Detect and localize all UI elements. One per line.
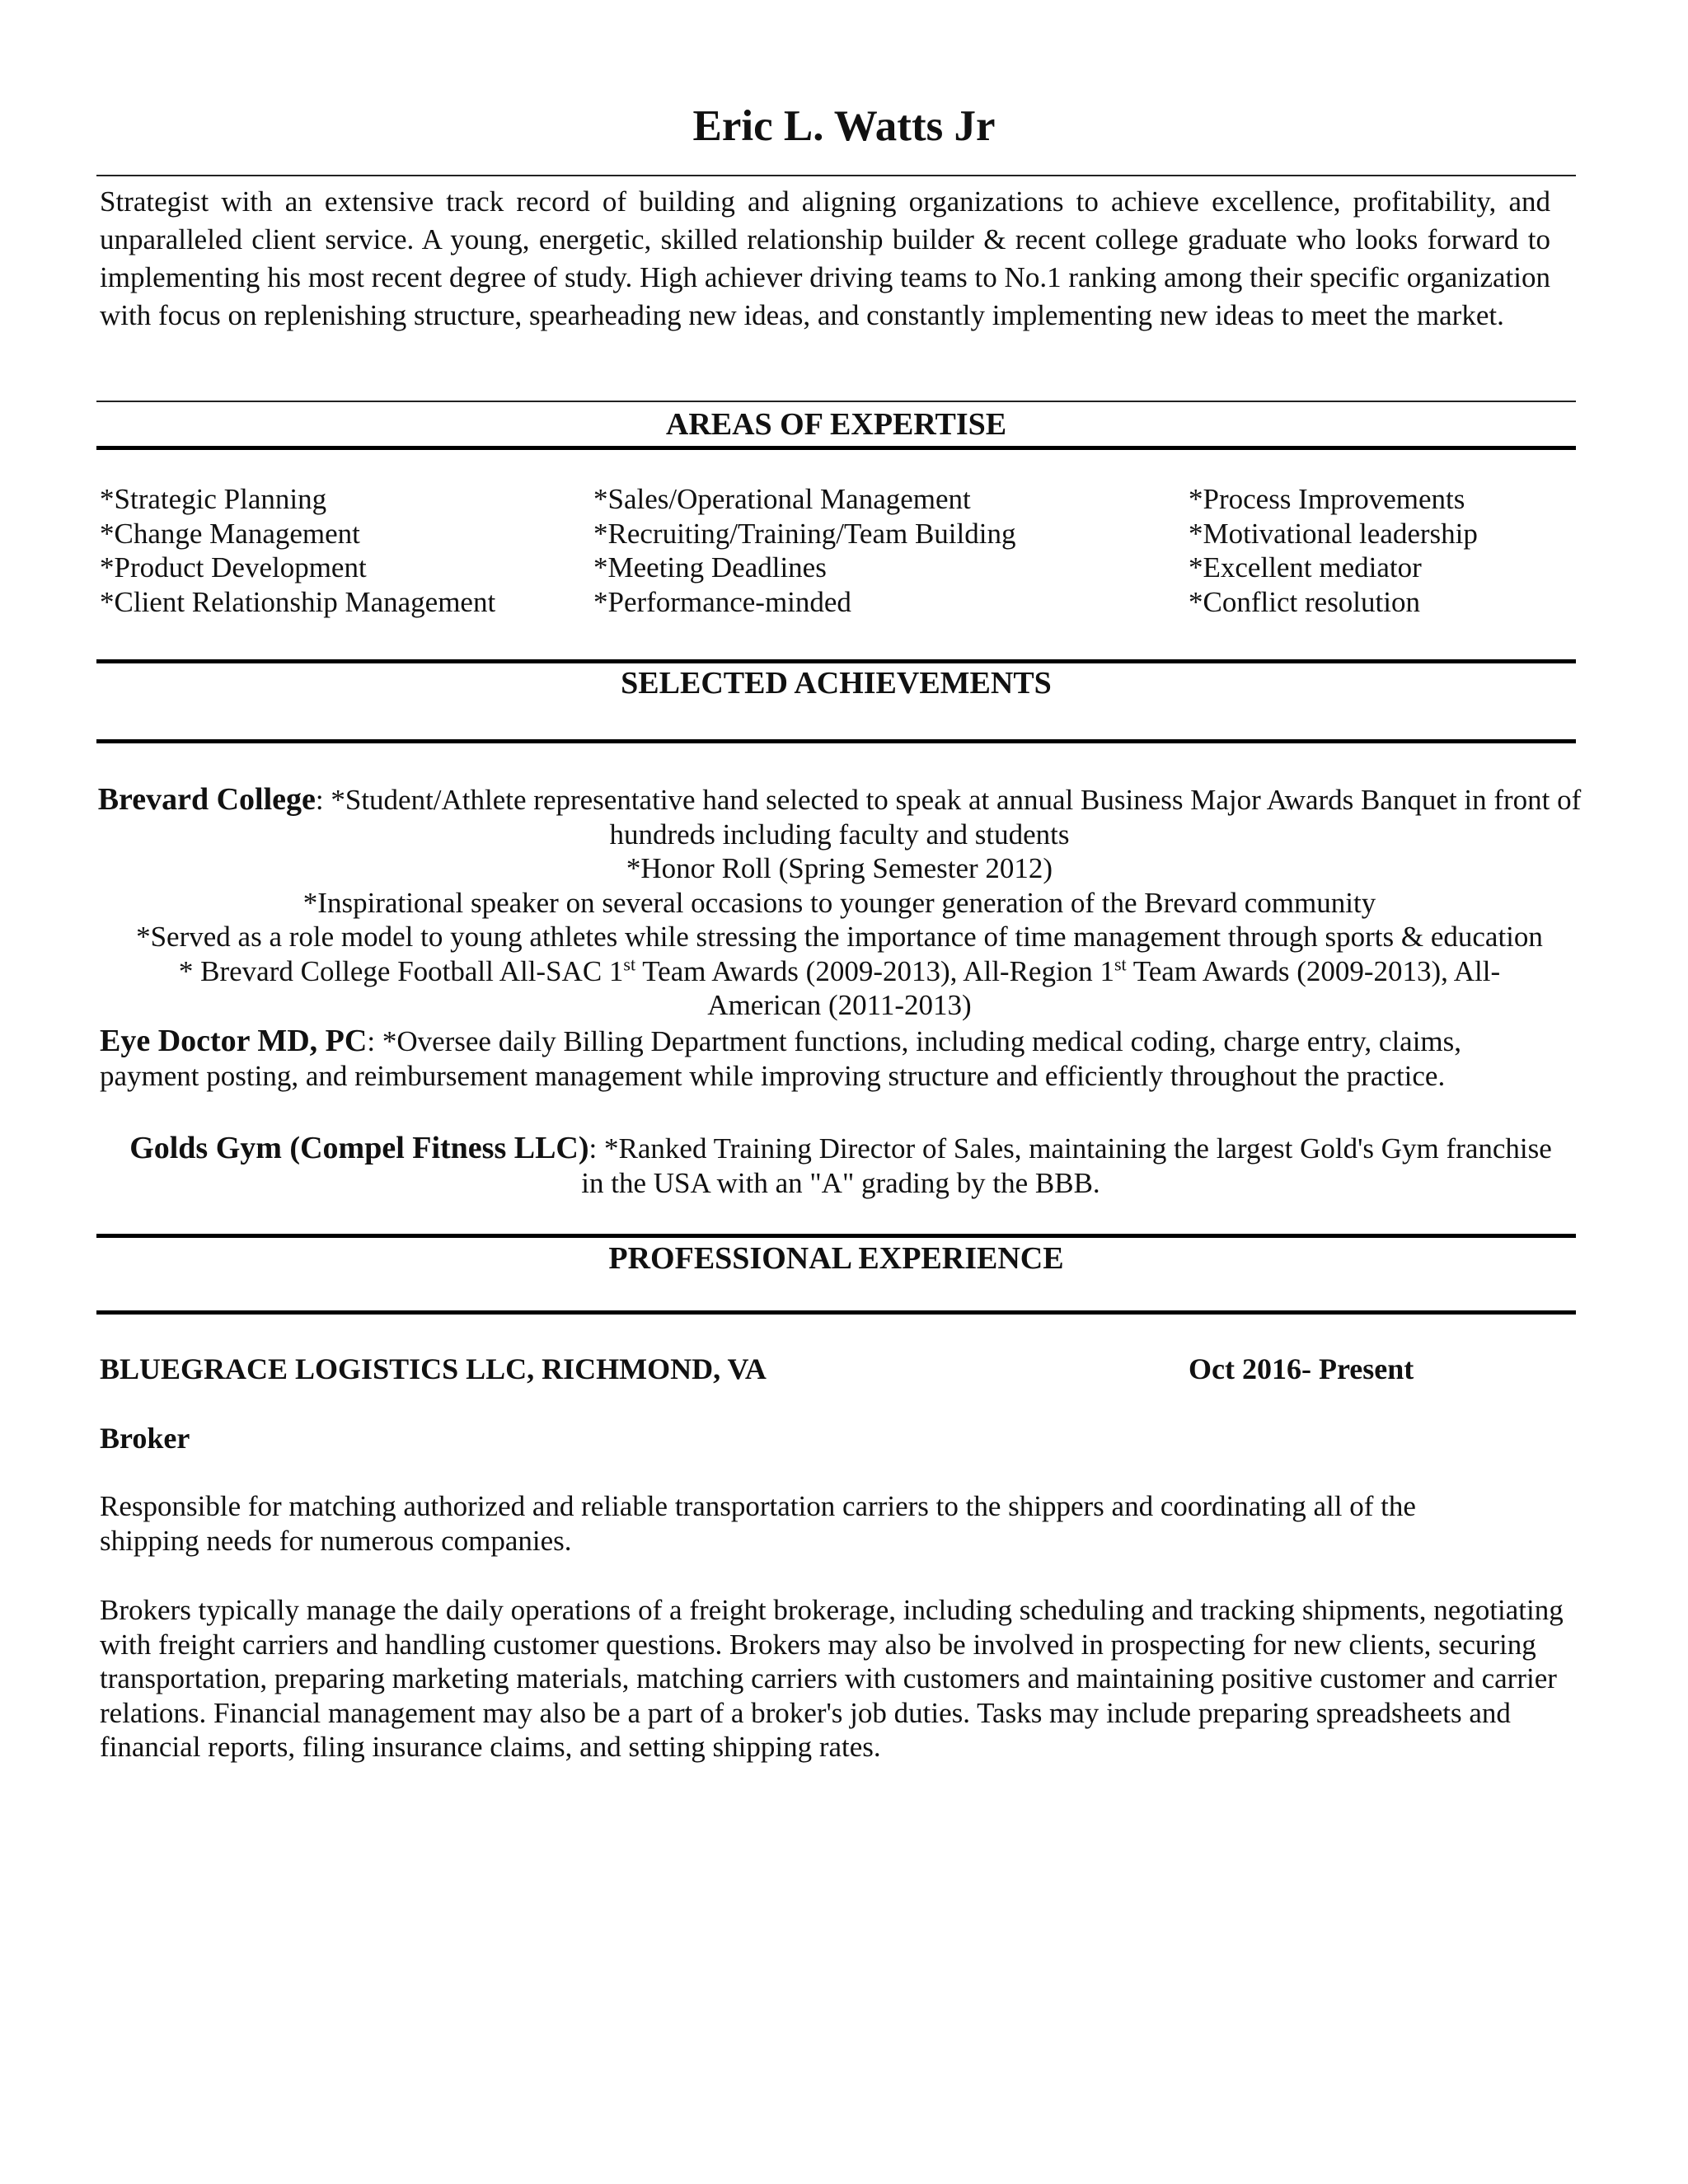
company-name: BLUEGRACE LOGISTICS LLC, RICHMOND, VA xyxy=(100,1352,767,1385)
expertise-item: *Recruiting/Training/Team Building xyxy=(593,517,1016,550)
section-title-achievements: SELECTED ACHIEVEMENTS xyxy=(621,666,1052,701)
achievement-text: *Honor Roll (Spring Semester 2012) xyxy=(626,852,1053,884)
expertise-column-1 xyxy=(100,482,495,619)
professional-summary: Strategist with an extensive track record of building and aligning organizations to achieve excellence, profitability, and unparalleled client service. A young, energetic, skilled relationship builder & recent college graduate who looks forward to implementing his most recent degree of study. High achiever driving teams to No.1 ranking among their specific organization with focus on replenishing structure, spearheading new ideas, and constantly implementing new ideas to meet the market. xyxy=(100,185,1550,331)
divider xyxy=(96,401,1576,402)
expertise-column-3 xyxy=(1189,482,1478,619)
job-title: Broker xyxy=(100,1422,190,1455)
achievement-text: *Student/Athlete representative hand selected to speak at annual Business Major Awards Banquet in front of hundreds including faculty and students xyxy=(331,784,1582,851)
expertise-item: *Sales/Operational Management xyxy=(593,483,971,515)
achievement-golds-gym: Golds Gym (Compel Fitness LLC): *Ranked Training Director of Sales, maintaining the largest Gold's Gym franchise in the USA with an "A" grading by the BBB. xyxy=(129,1131,1552,1199)
expertise-item: *Meeting Deadlines xyxy=(593,551,827,583)
expertise-item: *Excellent mediator xyxy=(1189,551,1422,583)
expertise-item: *Client Relationship Management xyxy=(100,585,496,618)
divider xyxy=(96,1310,1576,1315)
section-title-experience: PROFESSIONAL EXPERIENCE xyxy=(608,1241,1064,1276)
employment-dates: Oct 2016- Present xyxy=(1189,1352,1414,1385)
expertise-item: *Strategic Planning xyxy=(100,483,327,515)
achievement-text: *Inspirational speaker on several occasions to younger generation of the Brevard community xyxy=(302,886,1376,919)
achievement-eye-doctor: Eye Doctor MD, PC: *Oversee daily Billing Department functions, including medical coding, charge entry, claims, payment posting, and reimbursement management while improving structure and efficiently throughout the practice. xyxy=(100,1024,1462,1092)
section-title-expertise: AREAS OF EXPERTISE xyxy=(665,407,1007,442)
organization-name: Golds Gym (Compel Fitness LLC) xyxy=(129,1131,589,1165)
achievement-text: *Ranked Training Director of Sales, maintaining the largest Gold's Gym franchise in the USA with an "A" grading by the BBB. xyxy=(581,1132,1552,1199)
achievement-text: *Served as a role model to young athletes while stressing the importance of time management through sports & education xyxy=(136,921,1543,953)
achievement-text: * Brevard College Football All-SAC 1st Team Awards (2009-2013), All-Region 1st Team Awards (2009-2013), All-American (2011-2013) xyxy=(178,953,1501,1021)
achievement-brevard-college xyxy=(96,783,1582,1023)
expertise-item: *Product Development xyxy=(100,551,367,583)
expertise-item: *Conflict resolution xyxy=(1189,585,1420,618)
divider xyxy=(96,175,1576,176)
job-description-1: Responsible for matching authorized and reliable transportation carriers to the shippers and coordinating all of the shipping needs for numerous companies. xyxy=(100,1490,1416,1557)
expertise-column-2 xyxy=(593,482,1015,619)
divider xyxy=(96,446,1576,450)
organization-name: Eye Doctor MD, PC xyxy=(100,1024,368,1058)
expertise-item: *Performance-minded xyxy=(593,585,851,618)
expertise-item: *Motivational leadership xyxy=(1189,517,1478,550)
organization-name: Brevard College xyxy=(97,782,316,817)
achievement-brevard-line-1: Brevard College: *Student/Athlete representative hand selected to speak at annual Business Major Awards Banquet in front of hundreds including faculty and students xyxy=(97,782,1582,851)
expertise-item: *Change Management xyxy=(100,517,360,550)
achievement-text: *Oversee daily Billing Department functions, including medical coding, charge entry, claims, payment posting, and reimbursement management while improving structure and efficiently throughout the practice. xyxy=(100,1025,1462,1092)
expertise-item: *Process Improvements xyxy=(1189,483,1465,515)
candidate-name: Eric L. Watts Jr xyxy=(692,102,996,150)
divider xyxy=(96,739,1576,743)
job-description-2: Brokers typically manage the daily operations of a freight brokerage, including scheduling and tracking shipments, negotiating with freight carriers and handling customer questions. Brokers may also be involved in prospecting for new clients, securing transportation, preparing marketing materials, matching carriers with customers and maintaining positive customer and carrier relations. Financial management may also be a part of a broker's job duties. Tasks may include preparing spreadsheets and financial reports, filing insurance claims, and setting shipping rates. xyxy=(100,1594,1564,1763)
